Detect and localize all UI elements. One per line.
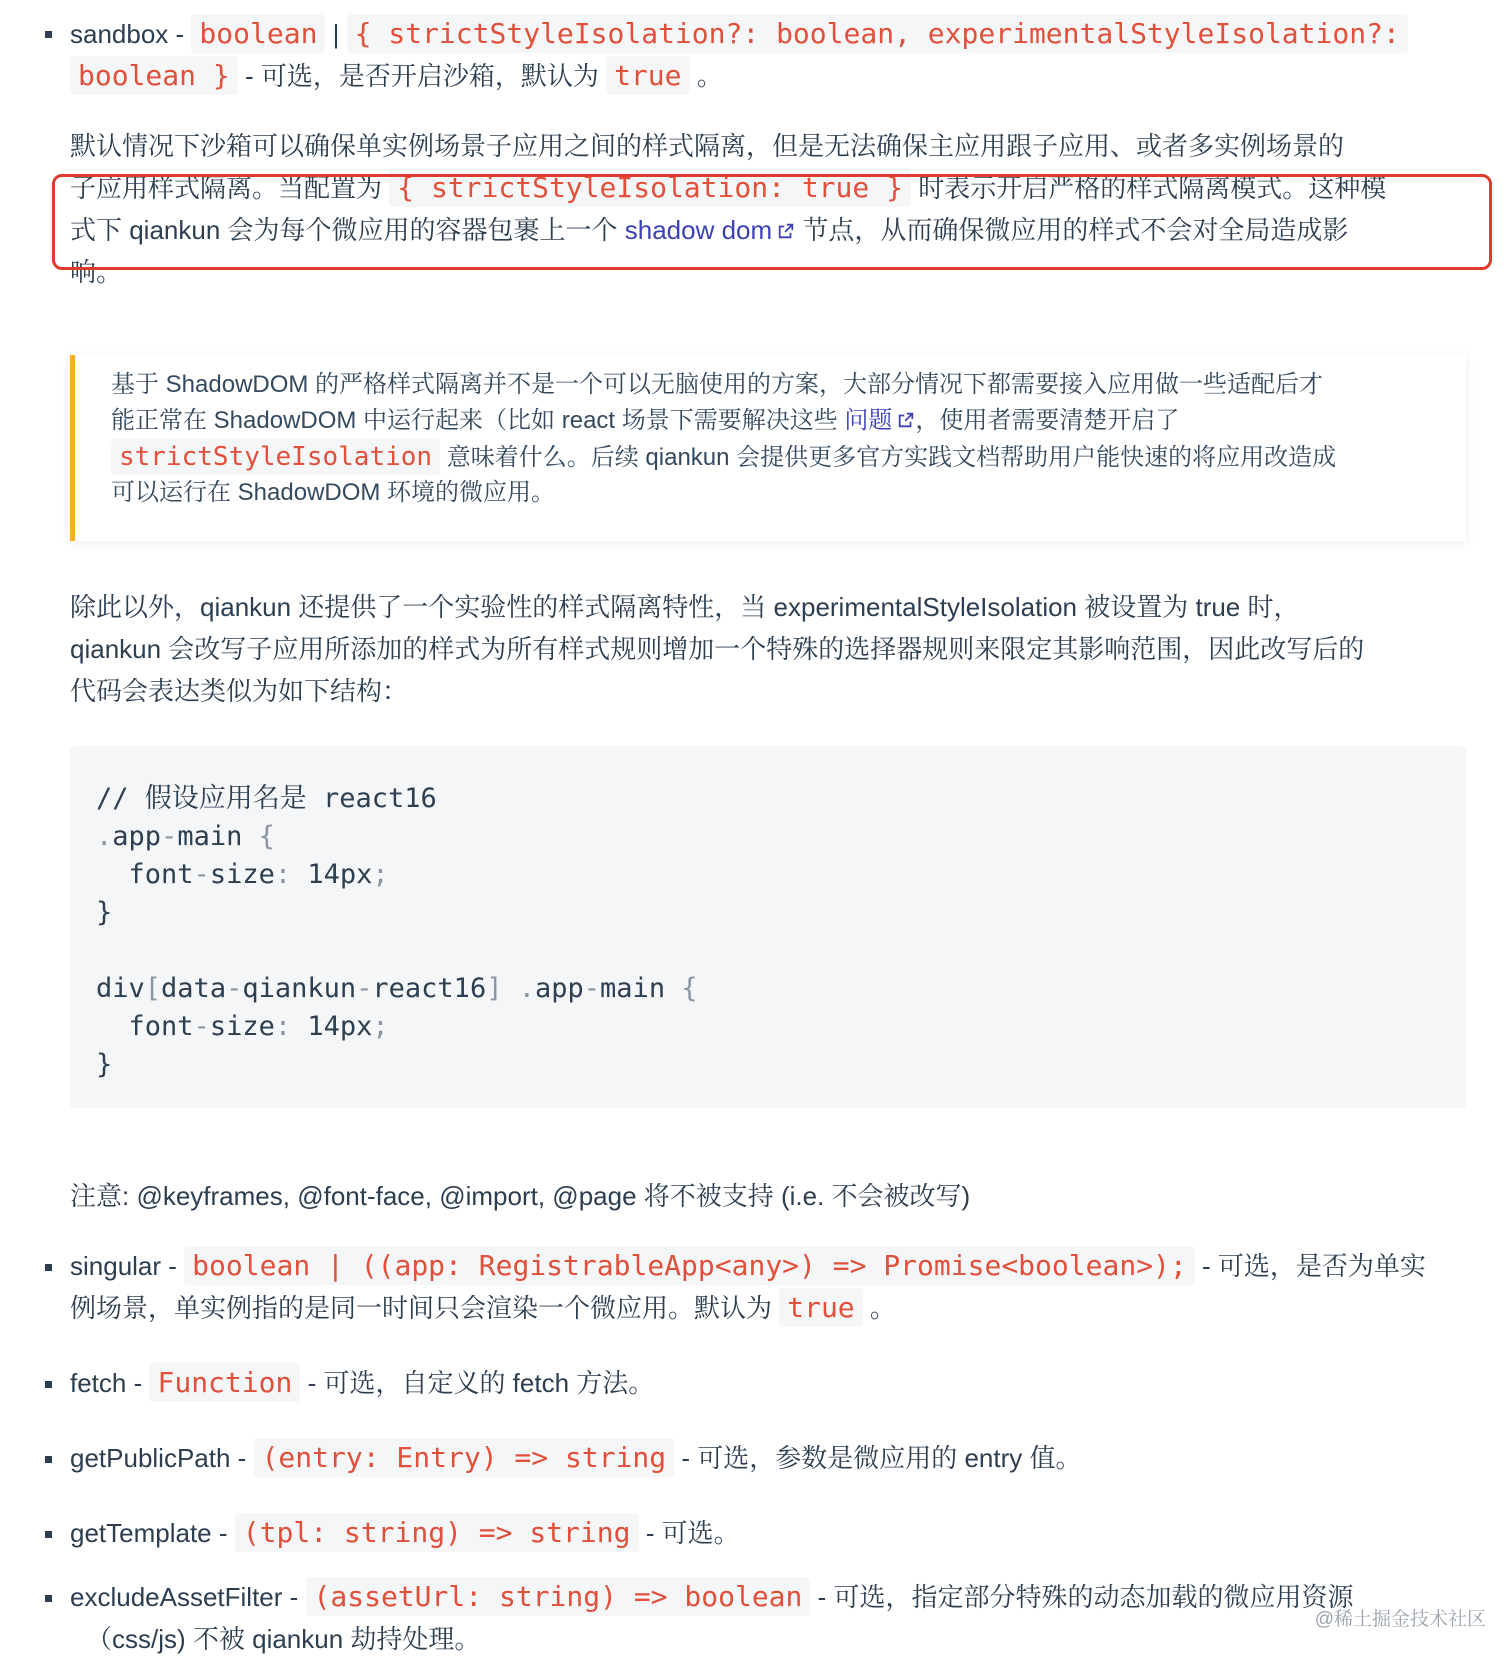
type-code: { strictStyleIsolation?: boolean, experimentalStyleIsolation?: <box>347 14 1408 53</box>
type-code: Function <box>149 1363 300 1402</box>
paragraph-line: 默认情况下沙箱可以确保单实例场景子应用之间的样式隔离，但是无法确保主应用跟子应用、或者多实例场景的 <box>70 131 1345 161</box>
default-code: true <box>606 56 689 95</box>
type-code: (tpl: string) => string <box>235 1513 639 1552</box>
code-line: font-size: 14px; <box>128 1011 389 1042</box>
inline-code: strictStyleIsolation <box>111 439 440 475</box>
tip-line: strictStyleIsolation 意味着什么。后续 qiankun 会提供更多官方实践文档帮助用户能快速的将应用改造成 <box>111 439 1336 476</box>
singular-option-line-2: 例场景，单实例指的是同一时间只会渲染一个微应用。默认为 true 。 <box>70 1286 896 1330</box>
note-text: 注意: @keyframes, @font-face, @import, @page 将不被支持 (i.e. 不会被改写) <box>70 1181 971 1211</box>
option-name: sandbox <box>70 19 169 49</box>
excludeassetfilter-option-line-2: （css/js) 不被 qiankun 劫持处理。 <box>86 1624 481 1654</box>
excludeassetfilter-option-line-1: excludeAssetFilter - (assetUrl: string) => boolean - 可选，指定部分特殊的动态加载的微应用资源 <box>70 1575 1354 1619</box>
issues-link[interactable]: 问题 <box>844 407 915 434</box>
paragraph-line: 响。 <box>70 257 123 287</box>
list-bullet <box>45 1595 52 1602</box>
list-bullet <box>45 1531 52 1538</box>
sandbox-option-line-1: sandbox - boolean | { strictStyleIsolation?: boolean, experimentalStyleIsolation?: <box>70 12 1408 56</box>
paragraph-line: 子应用样式隔离。当配置为 { strictStyleIsolation: true } 时表示开启严格的样式隔离模式。这种模 <box>70 166 1386 210</box>
option-name: fetch <box>70 1368 127 1398</box>
gettemplate-option-line: getTemplate - (tpl: string) => string - 可选。 <box>70 1511 740 1555</box>
type-code: boolean | ((app: RegistrableApp<any>) => Promise<boolean>); <box>184 1246 1195 1285</box>
option-name: getTemplate <box>70 1518 212 1548</box>
list-bullet <box>45 1456 52 1463</box>
tip-line: 能正常在 ShadowDOM 中运行起来（比如 react 场景下需要解决这些 问题 ，使用者需要清楚开启了 <box>111 407 1180 434</box>
shadow-dom-link[interactable]: shadow dom <box>625 215 795 245</box>
inline-code: { strictStyleIsolation: true } <box>389 168 911 207</box>
code-line: .app-main { <box>96 821 275 852</box>
code-comment: // 假设应用名是 react16 <box>96 783 437 814</box>
default-code: true <box>779 1288 862 1327</box>
code-line: div[data-qiankun-react16] .app-main { <box>96 973 698 1004</box>
tip-callout <box>70 355 1466 541</box>
code-line: } <box>96 1049 113 1080</box>
watermark: @稀土掘金技术社区 <box>1314 1609 1486 1630</box>
type-code: (assetUrl: string) => boolean <box>306 1577 811 1616</box>
tip-line: 可以运行在 ShadowDOM 环境的微应用。 <box>111 479 556 506</box>
external-link-icon <box>897 411 915 429</box>
list-bullet <box>45 31 52 38</box>
option-name: singular <box>70 1251 162 1281</box>
option-name: excludeAssetFilter <box>70 1582 283 1612</box>
fetch-option-line: fetch - Function - 可选，自定义的 fetch 方法。 <box>70 1361 654 1405</box>
red-highlight-annotation <box>52 174 1492 270</box>
paragraph-line: 式下 qiankun 会为每个微应用的容器包裹上一个 shadow dom 节点，从而确保微应用的样式不会对全局造成影 <box>70 215 1349 245</box>
getpublicpath-option-line: getPublicPath - (entry: Entry) => string - 可选，参数是微应用的 entry 值。 <box>70 1436 1082 1480</box>
type-code: boolean } <box>70 56 238 95</box>
paragraph-line: 代码会表达类似为如下结构： <box>70 676 409 706</box>
type-code: (entry: Entry) => string <box>254 1438 675 1477</box>
list-bullet <box>45 1264 52 1271</box>
option-name: getPublicPath <box>70 1443 231 1473</box>
sandbox-option-line-2: boolean } - 可选，是否开启沙箱，默认为 true 。 <box>70 54 723 98</box>
type-code: boolean <box>191 14 325 53</box>
tip-line: 基于 ShadowDOM 的严格样式隔离并不是一个可以无脑使用的方案，大部分情况下都需要接入应用做一些适配后才 <box>111 371 1324 398</box>
code-line: font-size: 14px; <box>128 859 389 890</box>
paragraph-line: qiankun 会改写子应用所添加的样式为所有样式规则增加一个特殊的选择器规则来限定其影响范围，因此改写后的 <box>70 634 1365 664</box>
css-code-block <box>70 746 1466 1108</box>
list-bullet <box>45 1381 52 1388</box>
singular-option-line-1: singular - boolean | ((app: RegistrableApp<any>) => Promise<boolean>); - 可选，是否为单实 <box>70 1244 1426 1288</box>
code-line: } <box>96 897 113 928</box>
paragraph-line: 除此以外，qiankun 还提供了一个实验性的样式隔离特性，当 experimentalStyleIsolation 被设置为 true 时， <box>70 592 1300 622</box>
